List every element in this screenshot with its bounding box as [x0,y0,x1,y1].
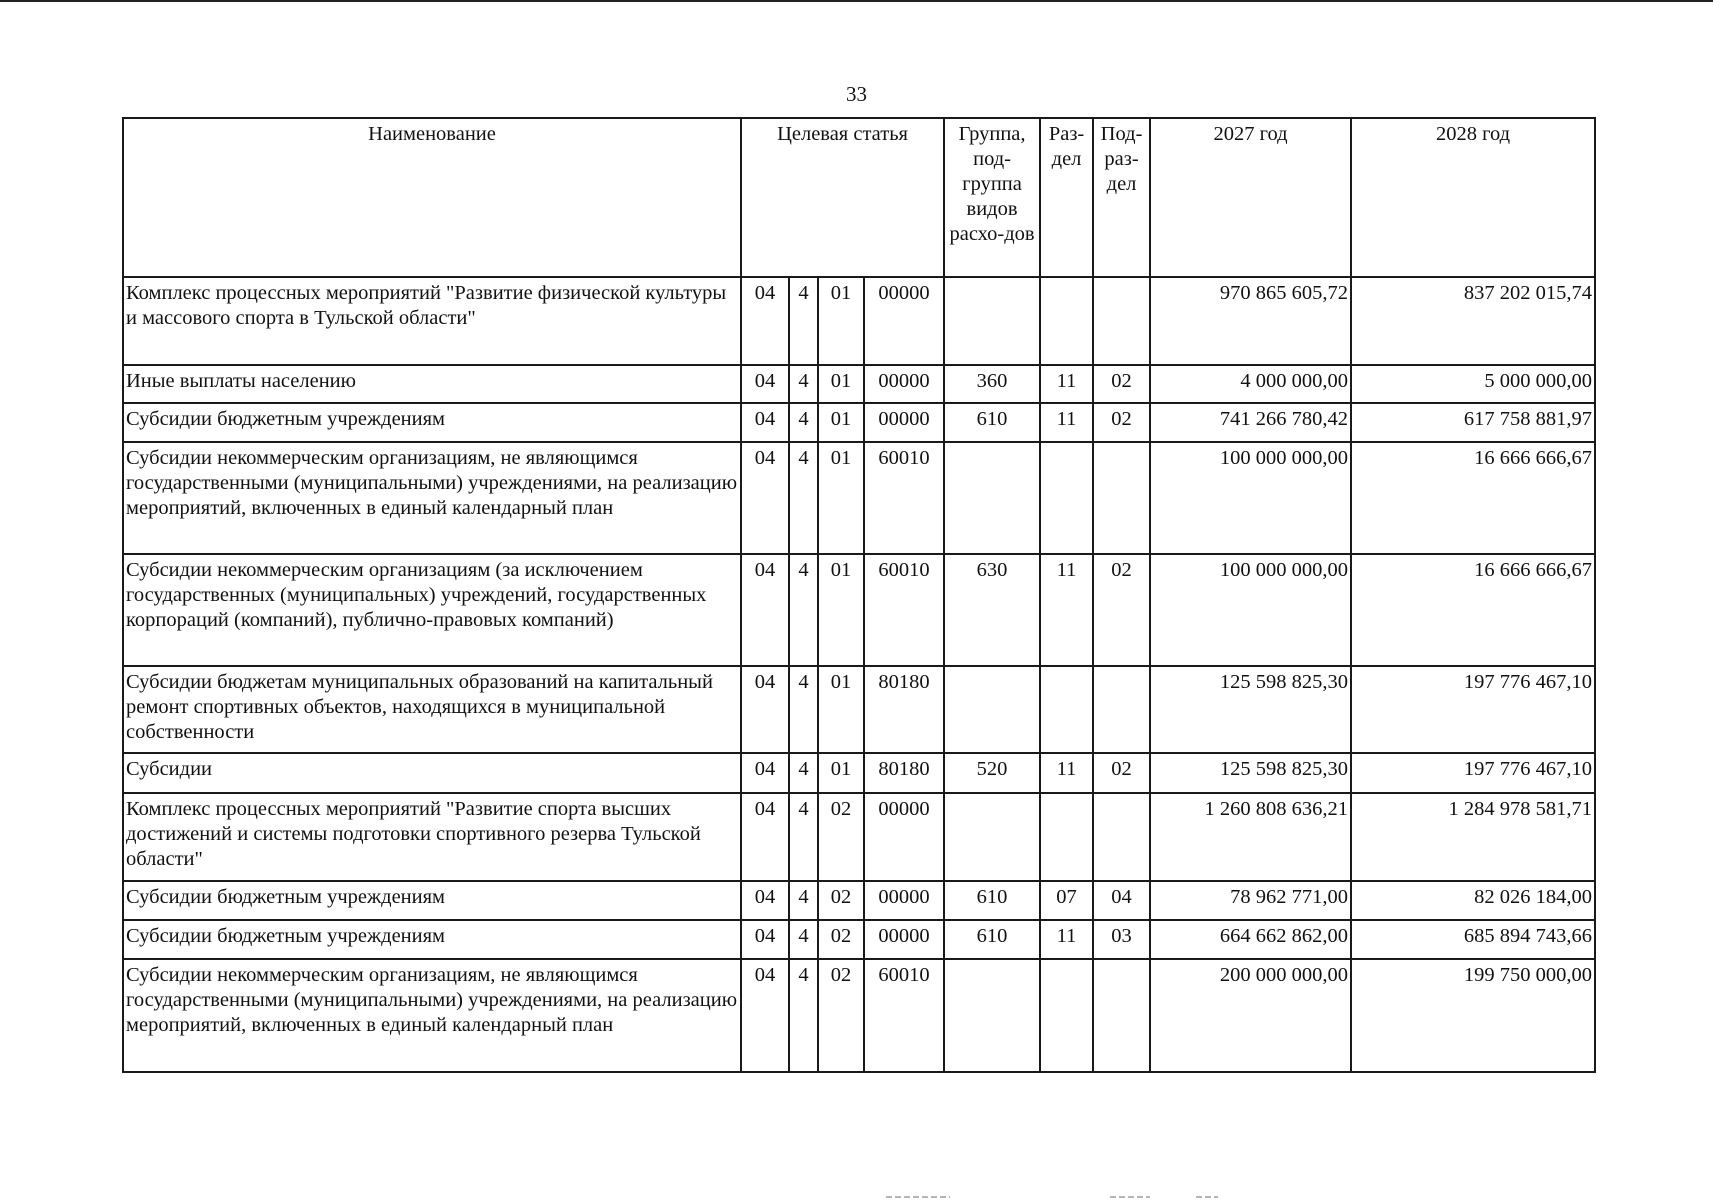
amount-2028: 16 666 666,67 [1351,554,1595,666]
subsection-code [1093,442,1150,554]
header-row [123,118,1595,277]
table-row [123,920,1595,959]
target-code-program: 04 [741,554,789,666]
expense-group [944,442,1040,554]
amount-2028: 82 026 184,00 [1351,881,1595,920]
target-code-program: 04 [741,442,789,554]
target-code-direction: 80180 [864,753,944,793]
row-name: Субсидии бюджетам муниципальных образований на капитальный ремонт спортивных объектов, находящихся в муниципальной собственности [123,666,741,753]
target-code-type: 4 [789,403,818,442]
expense-group: 520 [944,753,1040,793]
target-code-program: 04 [741,959,789,1072]
section-code: 11 [1040,753,1093,793]
scan-artifact-line [1110,1196,1150,1198]
amount-2027: 78 962 771,00 [1150,881,1351,920]
target-code-direction: 00000 [864,920,944,959]
scan-artifact-line [886,1196,950,1198]
amount-2027: 664 662 862,00 [1150,920,1351,959]
row-name: Субсидии бюджетным учреждениям [123,920,741,959]
page-number: 33 [846,82,867,106]
expense-group: 610 [944,881,1040,920]
header-year-2028: 2028 год [1351,118,1595,277]
target-code-direction: 60010 [864,442,944,554]
target-code-type: 4 [789,881,818,920]
header-section: Раз-дел [1040,118,1093,277]
target-code-complex: 01 [818,277,864,365]
table-row [123,277,1595,365]
subsection-code [1093,277,1150,365]
expense-group [944,277,1040,365]
subsection-code [1093,666,1150,753]
section-code: 11 [1040,554,1093,666]
amount-2027: 741 266 780,42 [1150,403,1351,442]
table-row [123,442,1595,554]
budget-table [122,117,1596,1073]
row-name: Субсидии некоммерческим организациям, не являющимся государственными (муниципальными) учреждениями, на реализацию мероприятий, включенных в единый календарный план [123,959,741,1072]
subsection-code: 02 [1093,554,1150,666]
header-group: Группа, под-группа видов расхо-дов [944,118,1040,277]
amount-2028: 197 776 467,10 [1351,753,1595,793]
header-target-article: Целевая статья [741,118,944,277]
target-code-complex: 01 [818,753,864,793]
amount-2027: 200 000 000,00 [1150,959,1351,1072]
amount-2028: 685 894 743,66 [1351,920,1595,959]
target-code-complex: 02 [818,920,864,959]
row-name: Комплекс процессных мероприятий "Развитие физической культуры и массового спорта в Тульской области" [123,277,741,365]
target-code-direction: 60010 [864,959,944,1072]
expense-group: 610 [944,403,1040,442]
subsection-code [1093,959,1150,1072]
row-name: Субсидии бюджетным учреждениям [123,403,741,442]
target-code-complex: 02 [818,959,864,1072]
subsection-code: 03 [1093,920,1150,959]
target-code-complex: 02 [818,793,864,881]
row-name: Субсидии некоммерческим организациям (за исключением государственных (муниципальных) учреждений, государственных корпораций (компаний), публично-правовых компаний) [123,554,741,666]
target-code-program: 04 [741,881,789,920]
target-code-type: 4 [789,793,818,881]
target-code-direction: 60010 [864,554,944,666]
target-code-type: 4 [789,753,818,793]
target-code-program: 04 [741,920,789,959]
amount-2028: 197 776 467,10 [1351,666,1595,753]
expense-group [944,666,1040,753]
target-code-type: 4 [789,554,818,666]
scan-artifact-line [1196,1196,1218,1198]
table-row [123,793,1595,881]
target-code-program: 04 [741,793,789,881]
header-year-2027: 2027 год [1150,118,1351,277]
target-code-complex: 01 [818,442,864,554]
section-code: 11 [1040,365,1093,403]
target-code-complex: 01 [818,554,864,666]
section-code [1040,666,1093,753]
row-name: Субсидии [123,753,741,793]
amount-2028: 199 750 000,00 [1351,959,1595,1072]
expense-group: 610 [944,920,1040,959]
target-code-complex: 02 [818,881,864,920]
target-code-direction: 00000 [864,881,944,920]
target-code-direction: 00000 [864,403,944,442]
target-code-direction: 00000 [864,365,944,403]
amount-2028: 617 758 881,97 [1351,403,1595,442]
section-code [1040,277,1093,365]
row-name: Иные выплаты населению [123,365,741,403]
target-code-type: 4 [789,959,818,1072]
expense-group [944,793,1040,881]
amount-2027: 970 865 605,72 [1150,277,1351,365]
subsection-code [1093,793,1150,881]
target-code-program: 04 [741,277,789,365]
amount-2028: 16 666 666,67 [1351,442,1595,554]
table-row [123,959,1595,1072]
table-row [123,881,1595,920]
row-name: Комплекс процессных мероприятий "Развитие спорта высших достижений и системы подготовки спортивного резерва Тульской области" [123,793,741,881]
target-code-program: 04 [741,666,789,753]
table-row [123,554,1595,666]
section-code: 11 [1040,403,1093,442]
top-border-line [0,0,1713,2]
target-code-complex: 01 [818,666,864,753]
target-code-type: 4 [789,666,818,753]
section-code [1040,793,1093,881]
target-code-type: 4 [789,365,818,403]
section-code: 07 [1040,881,1093,920]
amount-2027: 100 000 000,00 [1150,554,1351,666]
amount-2027: 4 000 000,00 [1150,365,1351,403]
section-code [1040,959,1093,1072]
amount-2027: 125 598 825,30 [1150,753,1351,793]
amount-2027: 1 260 808 636,21 [1150,793,1351,881]
target-code-program: 04 [741,365,789,403]
subsection-code: 04 [1093,881,1150,920]
amount-2027: 100 000 000,00 [1150,442,1351,554]
expense-group [944,959,1040,1072]
amount-2028: 1 284 978 581,71 [1351,793,1595,881]
row-name: Субсидии некоммерческим организациям, не являющимся государственными (муниципальными) учреждениями, на реализацию мероприятий, включенных в единый календарный план [123,442,741,554]
table-row [123,753,1595,793]
row-name: Субсидии бюджетным учреждениям [123,881,741,920]
target-code-type: 4 [789,442,818,554]
target-code-type: 4 [789,920,818,959]
expense-group: 630 [944,554,1040,666]
header-name: Наименование [123,118,741,277]
table-row [123,365,1595,403]
section-code: 11 [1040,920,1093,959]
table-row [123,403,1595,442]
target-code-program: 04 [741,753,789,793]
target-code-type: 4 [789,277,818,365]
target-code-direction: 80180 [864,666,944,753]
subsection-code: 02 [1093,753,1150,793]
amount-2028: 837 202 015,74 [1351,277,1595,365]
amount-2027: 125 598 825,30 [1150,666,1351,753]
target-code-complex: 01 [818,365,864,403]
subsection-code: 02 [1093,365,1150,403]
target-code-program: 04 [741,403,789,442]
target-code-direction: 00000 [864,793,944,881]
section-code [1040,442,1093,554]
target-code-complex: 01 [818,403,864,442]
subsection-code: 02 [1093,403,1150,442]
table-row [123,666,1595,753]
expense-group: 360 [944,365,1040,403]
header-subsection: Под-раз-дел [1093,118,1150,277]
amount-2028: 5 000 000,00 [1351,365,1595,403]
target-code-direction: 00000 [864,277,944,365]
